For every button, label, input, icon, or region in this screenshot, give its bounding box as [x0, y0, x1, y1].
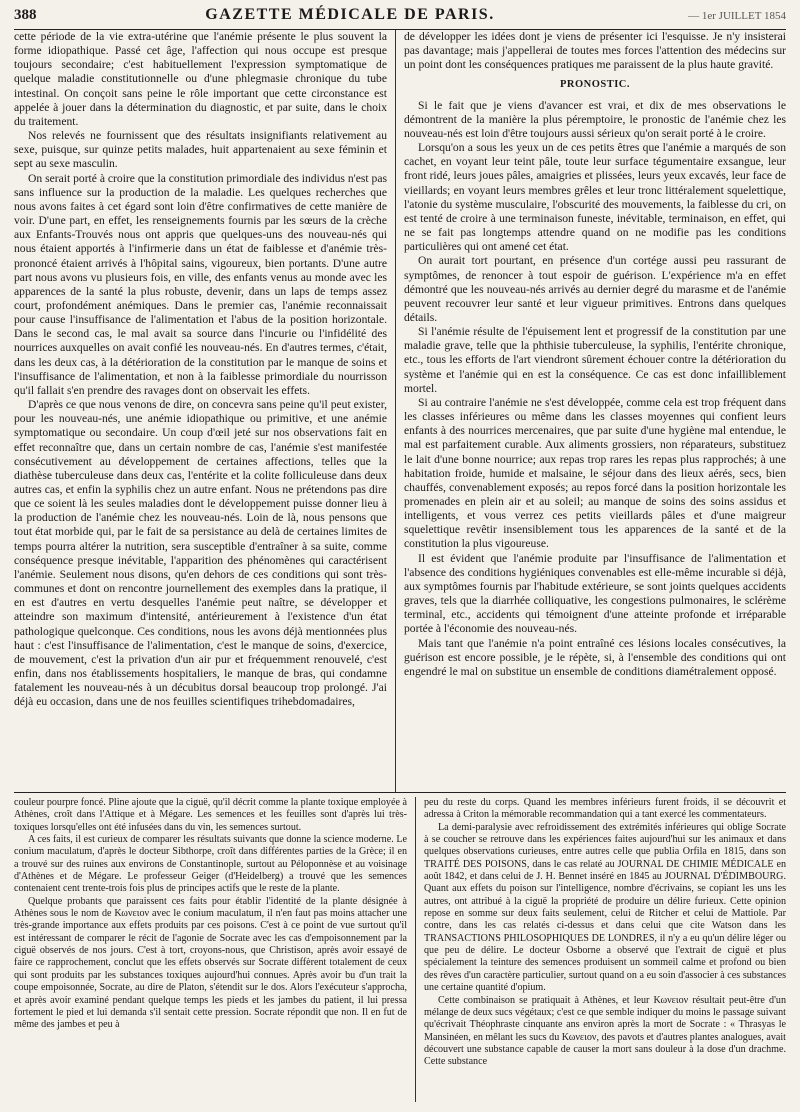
top-left-column	[14, 30, 396, 792]
paragraph: D'après ce que nous venons de dire, on concevra sans peine qu'il peut exister, pour les nouveau-nés, une anémie idiopathique ou primitive, et une anémie symptomatique ou secondaire. Un coup d'œil jeté sur nos observations fait en effet reconnaître que, dans un certain nombre de cas, l'anémie s'est manifestée consécutivement au développement de certaines affections, telles que la diathèse tuberculeuse dans deux cas, l'entérite et la colite folliculeuse dans deux autres cas, et enfin la syphilis chez un autre enfant. Nous ne prétendons pas dire que ce soient là les seules maladies dont le développement puisse donner lieu à la production de l'anémie chez les nouveau-nés. Loin de là, nous pensons que tout état morbide qui, par le fait de sa persistance au delà de certaines limites de temps pourra altérer la nutrition, sera susceptible d'entraîner à sa suite, comme conséquence presque inévitable, l'apparition des phénomènes qui caractérisent l'anémie. Seulement nous disons, qu'en dehors de ces conditions qui sont très-communes et dont on rencontre journellement des exemples dans la pratique, il en est d'autres en vertu desquelles l'anémie peut naître, se développer et atteindre son maximum d'intensité, antérieurement à l'existence d'un état pathologique quelconque. Ces conditions, nous les avons déjà mentionnées plus haut : c'est l'insuffisance de l'alimentation, c'est le manque de soins, d'exercice, de mouvement, c'est la privation d'un air pur et fréquemment renouvelé, c'est enfin, dans nos établissements hospitaliers, le manque de bras, qui condamne fatalement les nouveau-nés à un décubitus dorsal beaucoup trop prolongé. J'ai déjà eu occasion, dans une de nos feuilles scientifiques trihebdomadaires,	[14, 398, 387, 709]
section-title-pronostic: PRONOSTIC.	[559, 79, 631, 91]
journal-title: GAZETTE MÉDICALE DE PARIS.	[205, 6, 495, 23]
paragraph: La demi-paralysie avec refroidissement des extrémités inférieures qui oblige Socrate à se coucher se retrouve dans les expériences faites aujourd'hui sur les animaux et dans quelques observations curieuses, entre autres celle que publia Orfila en 1815, dans son TRAITÉ DES POISONS, dans le cas relaté au JOURNAL DE CHIMIE MÉDICALE en août 1842, et dans celui de J. H. Bennet inséré en 1845 au JOURNAL D'ÉDIMBOURG. Quant aux effets du poison sur l'intelligence, nombre d'écrivains, se copiant les uns les autres, ont attribué à la ciguë la propriété de produire un délire furieux. Cette opinion repose en somme sur deux faits seulement, celui de Ritcher et celui de Mattiole. Par contre, dans les cas relatés ci-dessus et dans celui que cite Watson dans les TRANSACTIONS PHILOSOPHIQUES DE LONDRES, il n'y a eu qu'un délire léger ou que peu de délire. Le docteur Osborne a observé que l'extrait de ciguë et plus spécialement la teinture des semences produisent un sommeil calme et profond ou bien des rêves d'un caractère particulier, surtout quand on a eu soin d'associer à ces substances une certaine quantité d'opium.	[424, 821, 786, 994]
paragraph: Si au contraire l'anémie ne s'est développée, comme cela est trop fréquent dans les classes inférieures ou même dans les classes moyennes qui confient leurs enfants à des nourrices mercenaires, que par suite d'une hygiène mal entendue, le mal est parfaitement curable. Aux aliments grossiers, non réparateurs, substituez le lait d'une bonne nourrice; aux repas trop rares les repas plus rapprochés; à une habitation froide, humide et malsaine, le séjour dans des lieux aérés, secs, bien chauffés, convenablement exposés; au repos forcé dans la position horizontale les promenades en plein air et au soleil; au manque de soins des soins assidus et intelligents, et vous verrez ces petits vieillards pâles et d'une maigreur squelettique revêtir insensiblement tous les apparences de la santé et de la constitution la plus vigoureuse.	[404, 395, 786, 551]
top-article	[14, 30, 786, 793]
paragraph: On aurait tort pourtant, en présence d'un cortége aussi peu rassurant de symptômes, de renoncer à tout espoir de guérison. L'expérience m'a en effet démontré que les nouveau-nés arrivés au dernier degré du marasme et de l'anémie peuvent recouvrer leur santé et leur vigueur primitives. Entrons dans quelques détails.	[404, 254, 786, 324]
paragraph: Mais tant que l'anémie n'a point entraîné ces lésions locales consécutives, la guérison est encore possible, je le répète, si, à l'ensemble des conditions qui ont engendré le mal on substitue un ensemble de conditions diamétralement opposé.	[404, 636, 786, 678]
paragraph: On serait porté à croire que la constitution primordiale des individus n'est pas sans influence sur la production de la maladie. Les quelques recherches que nous avons faites à cet égard sont loin d'être confirmatives de cette manière de voir. D'une part, en effet, les renseignements fournis par les sœurs de la crèche aux Enfants-Trouvés nous ont appris que quelques-uns des nouveau-nés qui nous étaient apportés à l'infirmerie dans un état de faiblesse et d'anémie très-prononcé étaient arrivés à l'hôpital sains, vigoureux, bien portants. D'une autre part nous avons vu plusieurs fois, en ville, des enfants venus au monde avec les apparences de la santé la plus robuste, devenir, dans un laps de temps assez court, profondément anémiques. Dans le premier cas, l'anémie reconnaissait pour cause l'insuffisance de l'alimentation et l'abus de la position horizontale. Dans le second cas, le mal avait sa source dans l'incurie ou l'infidélité des nourrices auxquelles on avait confié les nouveau-nés. En d'autres termes, c'était, dans les deux cas, à la détérioration de la constitution par le manque de soins et l'insuffisance de l'alimentation, et non à la faiblesse primordiale du nourrisson qu'il fallait s'en prendre des ravages dont on observait les effets.	[14, 171, 387, 397]
paragraph: Nos relevés ne fournissent que des résultats insignifiants relativement au sexe, puisque, sur quinze petits malades, huit appartenaient au sexe féminin et sept au sexe masculin.	[14, 129, 387, 171]
date-fragment: — 1er JUILLET 1854	[688, 10, 786, 22]
paragraph: peu du reste du corps. Quand les membres inférieurs furent froids, il se découvrit et adressa à Criton la mémorable recommandation qui a tant exercé les commentateurs.	[424, 797, 786, 821]
bottom-right-column	[416, 797, 786, 1102]
paragraph: couleur pourpre foncé. Pline ajoute que la ciguë, qu'il décrit comme la plante toxique employée à Athènes, croît dans l'Attique et à Mégare. Les semences et les feuilles sont d'après lui très-toxiques lorsqu'elles ont été infusées dans du vin, les semences surtout.	[14, 797, 407, 833]
paragraph: de développer les idées dont je viens de présenter ici l'esquisse. Je n'y insisterai pas davantage; mais j'appellerai de toutes mes forces l'attention des médecins sur un point dont les conséquences pratiques me paraissent de la plus haute gravité.	[404, 30, 786, 72]
paragraph: Quelque probants que paraissent ces faits pour établir l'identité de la plante désignée à Athènes sous le nom de Κωνειον avec le conium maculatum, il n'en faut pas moins attacher une très-grande importance aux effets produits par ces poisons. C'est à ce point de vue surtout qu'il est intéressant de comparer le récit de l'agonie de Socrate avec les cas d'empoisonnement par la ciguë observés de nos jours. C'est à tort, croyons-nous, que Christison, après avoir essayé de faire ce rapprochement, conclut que les effets observés sur Socrate diffèrent totalement de ceux qui sont produits par les substances toxiques aujourd'hui connues. Après avoir bu d'un trait la coupe empoisonnée, Socrate, au dire de Platon, s'étendit sur le dos. Alors l'exécuteur s'approcha, et après avoir examiné pendant quelque temps les pieds et les jambes du patient, il lui pressa fortement le pied et lui demanda s'il sentait cette pression. Socrate répondit que non. Il en fut de même des jambes et peu à	[14, 895, 407, 1031]
paragraph: cette période de la vie extra-utérine que l'anémie présente le plus souvent la forme idiopathique. Passé cet âge, l'affection qui nous occupe est presque toujours secondaire; c'est habituellement l'expression symptomatique de quelque maladie constitutionnelle ou d'une phlegmasie chronique du tube intestinal. On conçoit sans peine le rôle important que cette circonstance est appelée à jouer dans la détermination du diagnostic, et par suite, dans le choix du traitement.	[14, 30, 387, 128]
paragraph: Il est évident que l'anémie produite par l'insuffisance de l'alimentation et l'absence des conditions hygiéniques convenables est elle-même incurable si déjà, aux symptômes fournis par l'habitude extérieure, se sont joints quelques accidents graves, tels que la diarrhée colliquative, les congestions pulmonaires, le sclérème terminal, etc., accidents qui témoignent d'une atteinte profonde et irréparable portée à l'économie des nouveau-nés.	[404, 551, 786, 636]
paragraph: Lorsqu'on a sous les yeux un de ces petits êtres que l'anémie a marqués de son cachet, en voyant leur teint pâle, toute leur surface tégumentaire exsangue, leur front ridé, leurs joues pâles, amaigries et plissées, leurs yeux excavés, leur face de vieillards; en voyant leurs membres grêles et leur tronc littéralement squelettique, l'atonie du système musculaire, l'obscurité des mouvements, la faiblesse du cri, on est tenté de croire à une terminaison funeste, inévitable, terminaison, en effet, qui ne se fait pas longtemps attendre quand on ne modifie pas les conditions particulières qui ont amené cet état.	[404, 141, 786, 254]
paragraph: Cette combinaison se pratiquait à Athènes, et leur Κωνειον résultait peut-être d'un mélange de deux sucs végétaux; c'est ce que semble indiquer du moins le passage suivant qu'écrivait Théophraste cinquante ans environ après la mort de Socrate : « Thrasyas le Mansinéen, en mêlant les sucs du Κωνειον, des pavots et d'autres plantes analogues, avait découvert une substance capable de causer la mort sans douleur à la dose d'un drachme. Cette substance	[424, 994, 786, 1068]
bottom-left-column	[14, 797, 416, 1102]
page-number: 388	[14, 7, 37, 23]
page-header	[14, 0, 786, 30]
paragraph: Si l'anémie résulte de l'épuisement lent et progressif de la constitution par une maladie grave, telle que la phthisie tuberculeuse, la syphilis, l'entérite chronique, etc., tous les efforts de l'art viendront sûrement échouer contre la détérioration du système et l'anémie qui en est la conséquence. Ce cas est donc infailliblement mortel.	[404, 325, 786, 395]
top-right-column	[396, 30, 786, 792]
paragraph: Si le fait que je viens d'avancer est vrai, et dix de mes observations le démontrent de la manière la plus péremptoire, le pronostic de l'anémie chez les nouveau-nés est loin d'être toujours aussi sérieux qu'on serait porté à le croire.	[404, 98, 786, 140]
paragraph: A ces faits, il est curieux de comparer les résultats suivants que donne la science moderne. Le conium maculatum, d'après le docteur Sibthorpe, croît dans différentes parties de la Grèce; il en a trouvé sur des ruines aux environs de Constantinople, surtout au Péloponnèse et au voisinage d'Athènes et de Mégare. Le professeur Geiger (d'Heidelberg) a trouvé que les semences contenaient cent trente-trois fois plus de principes actifs que le reste de la plante.	[14, 834, 407, 895]
feuilleton-article	[14, 797, 786, 1102]
